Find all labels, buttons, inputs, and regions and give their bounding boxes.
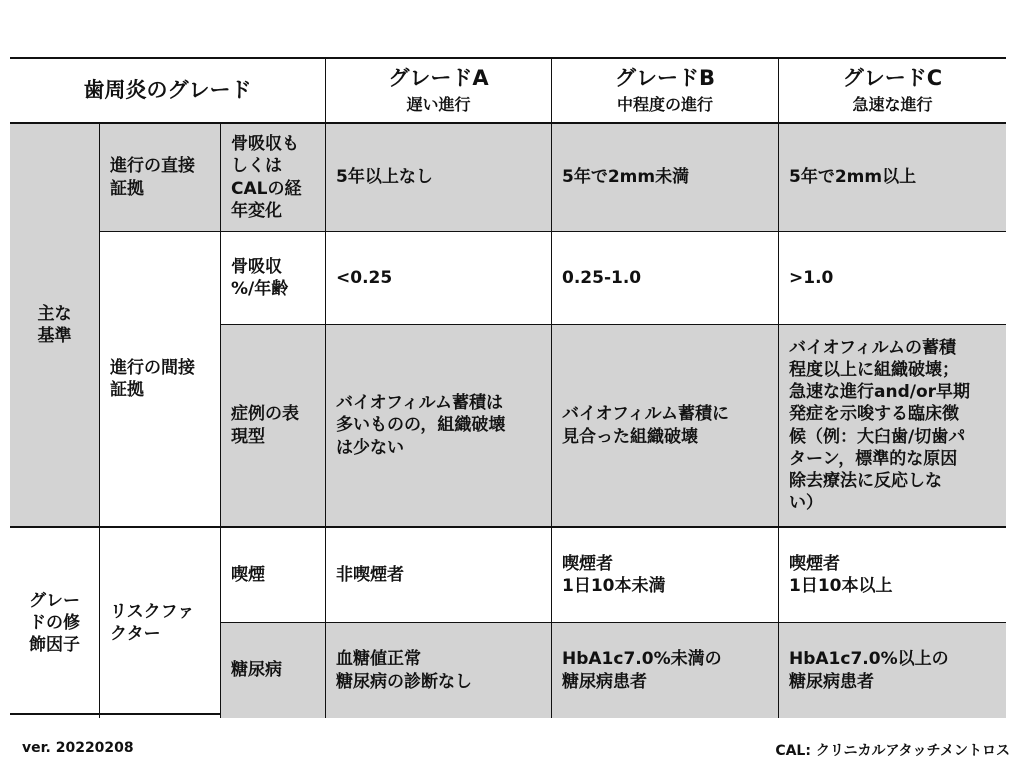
grade-c-name: グレードC bbox=[842, 66, 943, 91]
grade-b-name: グレードB bbox=[614, 66, 715, 91]
grade-c-header bbox=[779, 59, 1006, 124]
grade-c-sub: 急速な進行 bbox=[852, 94, 933, 114]
cell-smoking-a: 非喫煙者 bbox=[326, 528, 552, 623]
grade-a-header bbox=[326, 59, 552, 124]
cell-diabetes-b: HbA1c7.0%未満の 糖尿病患者 bbox=[552, 623, 779, 718]
section-direct-evidence: 進行の直接 証拠 bbox=[100, 124, 221, 232]
grade-b-header bbox=[552, 59, 779, 124]
cell-ratio-c: >1.0 bbox=[779, 232, 1006, 325]
grade-b-sub: 中程度の進行 bbox=[616, 94, 713, 114]
cell-bone-loss-b: 5年で2mm未満 bbox=[552, 124, 779, 232]
cell-diabetes-a: 血糖値正常 糖尿病の診断なし bbox=[326, 623, 552, 718]
cell-smoking-b: 喫煙者 1日10本未満 bbox=[552, 528, 779, 623]
section-indirect-evidence: 進行の間接 証拠 bbox=[100, 232, 221, 528]
section-risk-factors: リスクファ クター bbox=[100, 528, 221, 718]
cell-bone-loss-c: 5年で2mm以上 bbox=[779, 124, 1006, 232]
cell-diabetes-c: HbA1c7.0%以上の 糖尿病患者 bbox=[779, 623, 1006, 718]
cell-phenotype-c: バイオフィルムの蓄積 程度以上に組織破壊； 急速な進行and/or早期 発症を示唆する臨床徴 候（例：大臼歯/切歯パ ターン，標準的な原因 除去療法に反応しな い） bbox=[779, 325, 1006, 528]
row-label-phenotype: 症例の表 現型 bbox=[221, 325, 326, 528]
cell-smoking-c: 喫煙者 1日10本以上 bbox=[779, 528, 1006, 623]
version-label: ver. 20220208 bbox=[22, 740, 134, 756]
grade-a-name: グレードA bbox=[388, 66, 489, 91]
section-modifiers: グレー ドの修 飾因子 bbox=[10, 528, 100, 718]
row-label-bone-loss-cal: 骨吸収も しくは CALの経 年変化 bbox=[221, 124, 326, 232]
cell-bone-loss-a: 5年以上なし bbox=[326, 124, 552, 232]
cell-phenotype-b: バイオフィルム蓄積に 見合った組織破壊 bbox=[552, 325, 779, 528]
grade-a-sub: 遅い進行 bbox=[406, 94, 471, 114]
periodontitis-grade-table bbox=[10, 57, 1006, 715]
row-label-smoking: 喫煙 bbox=[221, 528, 326, 623]
cell-ratio-b: 0.25-1.0 bbox=[552, 232, 779, 325]
cal-footnote: CAL: クリニカルアタッチメントロス bbox=[775, 743, 1010, 759]
row-label-bone-loss-age: 骨吸収 %/年齢 bbox=[221, 232, 326, 325]
table-title: 歯周炎のグレード bbox=[10, 59, 326, 124]
row-label-diabetes: 糖尿病 bbox=[221, 623, 326, 718]
cell-phenotype-a: バイオフィルム蓄積は 多いものの，組織破壊 は少ない bbox=[326, 325, 552, 528]
cell-ratio-a: <0.25 bbox=[326, 232, 552, 325]
section-main-criteria: 主な 基準 bbox=[10, 124, 100, 528]
